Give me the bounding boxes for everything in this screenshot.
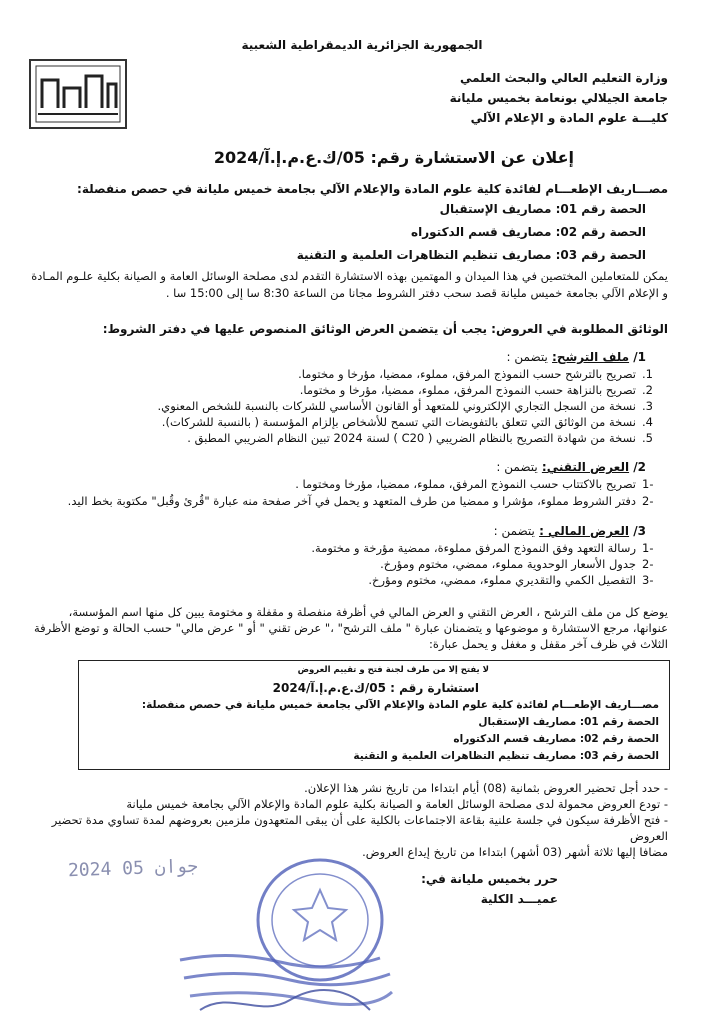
box-lot-3: الحصة رقم 03: مصاريف تنظيم التظاهرات العلمية و التقنية bbox=[353, 750, 659, 762]
list-item: 3.نسخة من السجل التجاري الإلكتروني للمتعهد أو القانون الأساسي للشركات بالنسبة للشخص المعنوي. bbox=[157, 399, 653, 413]
university-name: جامعة الجيلالي بونعامة بخميس مليانة bbox=[449, 91, 668, 105]
note-validity: مضافا إليها ثلاثة أشهر (03 أشهر) ابتداءا من تاريخ إيداع العروض. bbox=[362, 845, 668, 859]
faculty-name: كليـــة علوم المادة و الإعلام الآلي bbox=[470, 111, 668, 125]
signature-place: حرر بخميس مليانة في: bbox=[421, 872, 558, 886]
envelope-line-1: يوضع كل من ملف الترشح ، العرض التقني و العرض المالي في أظرفة منفصلة و مقفلة و مختومة يبين كل منها اسم المؤسسة، bbox=[68, 605, 668, 619]
list-item: -2جدول الأسعار الوحدوية مملوء، ممضي، مختوم ومؤرخ. bbox=[380, 557, 654, 571]
box-object-line: مصـــاريف الإطعـــام لفائدة كلية علوم المادة والإعلام الآلي بجامعة خميس مليانة في حصص منفصلة: bbox=[141, 699, 659, 711]
section-3-title: العرض المالي : bbox=[539, 524, 630, 538]
lot-3: الحصة رقم 03: مصاريف تنظيم التظاهرات العلمية و التقنية bbox=[296, 248, 646, 262]
list-item: 4.نسخة من الوثائق التي تتعلق بالتفويضات التي تسمح للأشخاص بإلزام المؤسسة ( بالنسبة للشركات). bbox=[161, 415, 653, 429]
section-2-suffix: يتضمن : bbox=[496, 460, 538, 474]
list-item: -1رسالة التعهد وفق النموذج المرفق مملوءة، ممضية مؤرخة و مختومة. bbox=[311, 541, 654, 555]
deadline-notes bbox=[28, 780, 668, 860]
envelope-line-3: الثلاث في ظرف آخر مقفل و مغفل و يحمل عبارة: bbox=[428, 637, 668, 651]
required-docs-heading: الوثائق المطلوبة في العروض: يجب أن يتضمن العرض الوثائق المنصوص عليها في دفتر الشروط: bbox=[102, 322, 668, 336]
envelope-instructions bbox=[28, 604, 668, 652]
institution-header bbox=[308, 68, 668, 128]
signature-title: عميـــد الكلية bbox=[480, 892, 558, 906]
box-opening-note: لا يفتح إلا من طرف لجنة فتح و تقييم العروض bbox=[297, 665, 489, 675]
section-3-num: 3/ bbox=[633, 524, 646, 538]
ministry-name: وزارة التعليم العالي والبحث العلمي bbox=[459, 71, 668, 85]
section-2-num: 2/ bbox=[633, 460, 646, 474]
university-logo bbox=[28, 58, 128, 130]
box-lot-2: الحصة رقم 02: مصاريف قسم الدكتوراه bbox=[453, 733, 659, 745]
list-item: -3التفصيل الكمي والتقديري مملوء، ممضي، مختوم ومؤرخ. bbox=[368, 573, 654, 587]
list-item: 5.نسخة من شهادة التصريح بالنظام الضريبي ( C20 ) لسنة 2024 تبين النظام الضريبي المطبق . bbox=[187, 431, 653, 445]
republic-title: الجمهورية الجزائرية الديمقراطية الشعبية bbox=[241, 38, 483, 52]
date-stamp: 2024 جوان 05 bbox=[67, 855, 199, 882]
section-1-title: ملف الترشح: bbox=[552, 350, 630, 364]
envelope-line-2: عنوانها، مرجع الاستشارة و موضوعها و يتضمنان عبارة " ملف الترشح" ،" عرض تقني " أو " عرض مالي" حسب الحالة و توضع الأظرفة bbox=[33, 621, 668, 635]
box-lot-1: الحصة رقم 01: مصاريف الإستقبال bbox=[478, 716, 659, 728]
announcement-title: إعلان عن الاستشارة رقم: 05/ك.ع.م.إ.آ/2024 bbox=[213, 148, 574, 167]
intro-line-2: و الإعلام الآلي بجامعة خميس مليانة قصد سحب دفتر الشروط مجانا من الساعة 8:30 سا إلى 15:00 سا . bbox=[165, 286, 668, 300]
object-line: مصـــاريف الإطعـــام لفائدة كلية علوم المادة والإعلام الآلي بجامعة خميس مليانة في حصص منفصلة: bbox=[77, 182, 668, 196]
note-deposit: - تودع العروض محمولة لدى مصلحة الوسائل العامة و الصيانة بكلية علوم المادة والإعلام الآلي بجامعة خميس مليانة bbox=[126, 797, 668, 811]
section-1-suffix: يتضمن : bbox=[506, 350, 548, 364]
list-item: -1تصريح بالاكتتاب حسب النموذج المرفق، مملوء، ممضيا، مؤرخا ومختوما . bbox=[295, 477, 654, 491]
section-3-suffix: يتضمن : bbox=[493, 524, 535, 538]
official-seal bbox=[170, 850, 400, 1020]
lot-1: الحصة رقم 01: مصاريف الإستقبال bbox=[439, 202, 646, 216]
list-item: 2.تصريح بالنزاهة حسب النموذج المرفق، مملوء، ممضيا، مؤرخا و مختوما. bbox=[299, 383, 653, 397]
section-1-num: 1/ bbox=[633, 350, 646, 364]
list-item: -2دفتر الشروط مملوء، مؤشرا و ممضيا من طرف المتعهد و يحمل في آخر صفحة منه عبارة "قُرئ وقُبل" مكتوبة بخط اليد. bbox=[67, 494, 654, 508]
note-opening: - فتح الأظرفة سيكون في جلسة علنية بقاعة الاجتماعات بالكلية على أن يبقى المتعهدون ملزمين بعروضهم لمدة تساوي مدة تحضير العروض bbox=[51, 813, 668, 843]
consultation-object bbox=[48, 180, 668, 267]
intro-line-1: يمكن للمتعاملين المختصين في هذا الميدان و المهتمين بهذه الاستشارة التقدم لدى مصلحة الوسائل العامة و الصيانة بكلية علـوم المـادة bbox=[31, 269, 668, 283]
box-consultation-number: استشارة رقم : 05/ك.ع.م.إ.آ/2024 bbox=[272, 681, 479, 695]
intro-paragraph bbox=[28, 268, 668, 302]
note-deadline: - حدد أجل تحضير العروض بثمانية (08) أيام ابتداءا من تاريخ نشر هذا الإعلان. bbox=[304, 781, 668, 795]
envelope-label-box bbox=[78, 660, 670, 770]
lot-2: الحصة رقم 02: مصاريف قسم الدكتوراه bbox=[411, 225, 646, 239]
section-2-title: العرض التقني: bbox=[541, 460, 630, 474]
list-item: 1.تصريح بالترشح حسب النموذج المرفق، مملوء، ممضيا، مؤرخا و مختوما. bbox=[298, 367, 653, 381]
